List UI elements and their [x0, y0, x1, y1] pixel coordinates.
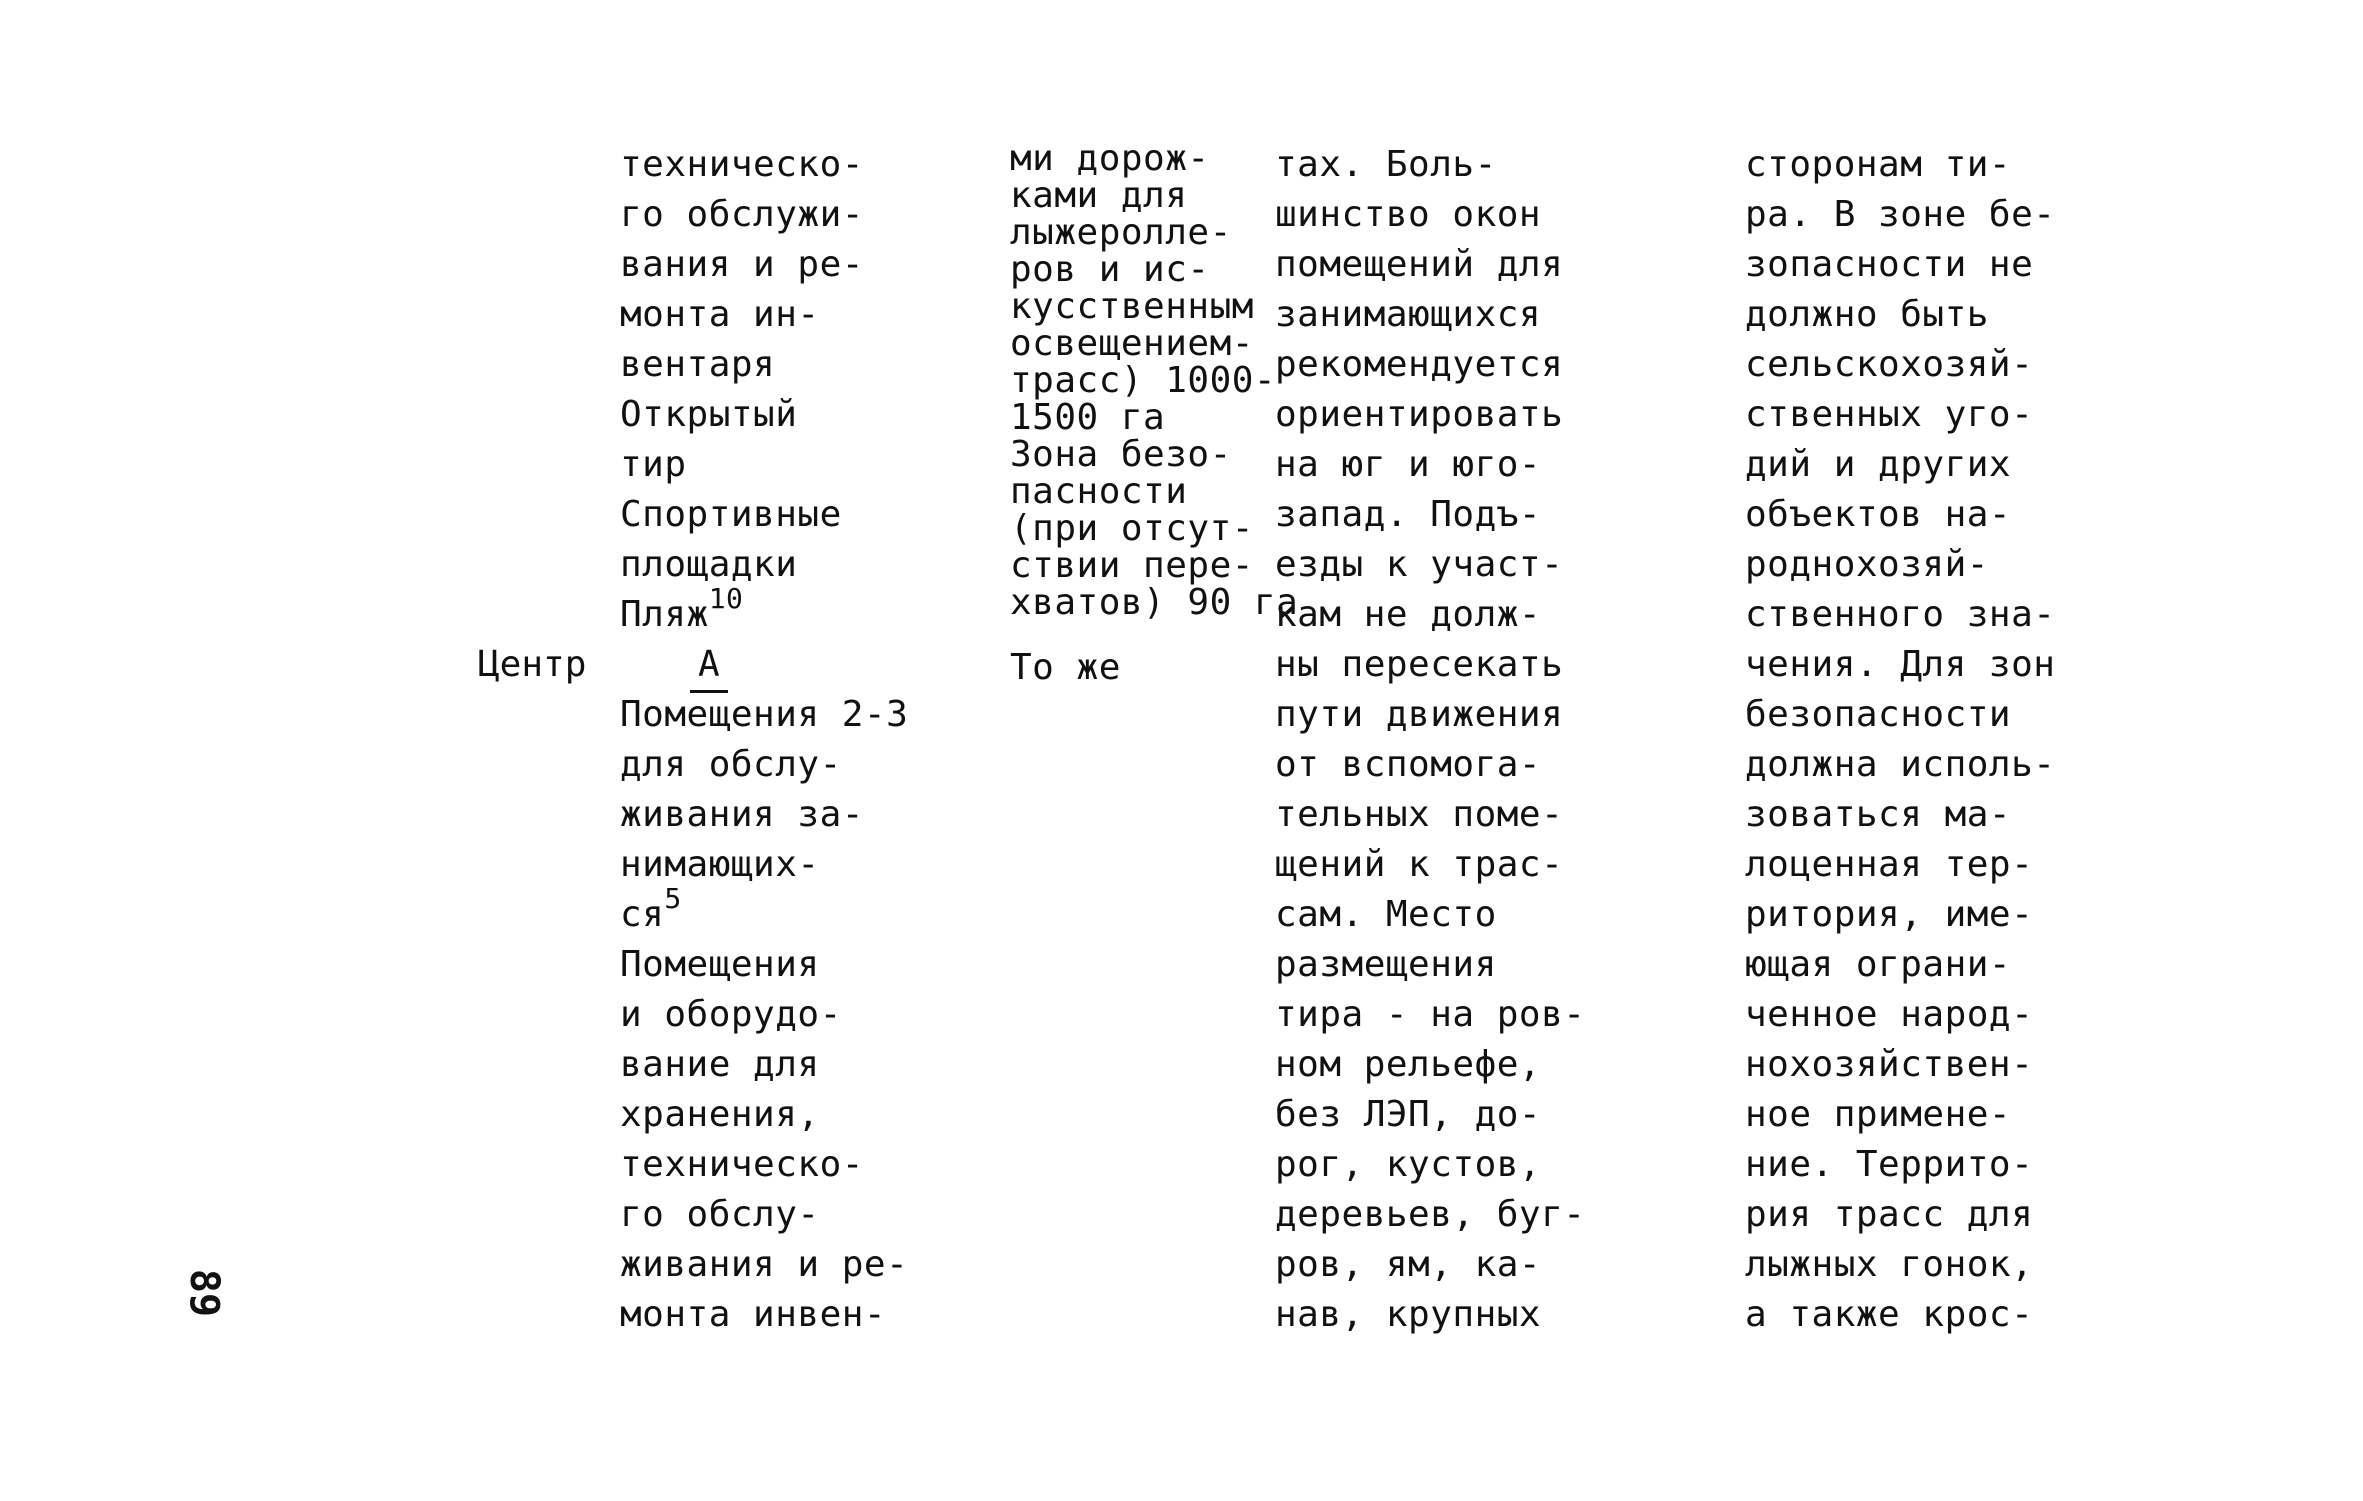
col2-line-4: ров и ис-: [1010, 249, 1210, 290]
col3-line-6: ориентировать: [1275, 394, 1564, 435]
col3-line-23: ров, ям, ка-: [1275, 1244, 1542, 1285]
col2-line-11: (при отсут-: [1010, 508, 1254, 549]
center-category-letter: А: [690, 640, 728, 693]
col2-line-13: хватов) 90 га: [1010, 582, 1299, 623]
col3-line-20: без ЛЭП, до-: [1275, 1094, 1542, 1135]
col1-bottom-a-line-4: нимающих-: [620, 844, 820, 885]
col4-line-6: ственных уго-: [1745, 394, 2034, 435]
col2-line-2: ками для: [1010, 175, 1188, 216]
col3-line-11: ны пересекать: [1275, 644, 1564, 685]
col3-line-4: занимающихся: [1275, 294, 1542, 335]
col2-line-10: пасности: [1010, 471, 1188, 512]
col4-line-12: безопасности: [1745, 694, 2012, 735]
col4-line-3: зопасности не: [1745, 244, 2034, 285]
col2-line-9: Зона безо-: [1010, 434, 1232, 475]
col4-line-19: нохозяйствен-: [1745, 1044, 2034, 1085]
col3-line-12: пути движения: [1275, 694, 1564, 735]
col3-line-16: сам. Место: [1275, 894, 1497, 935]
col4-line-10: ственного зна-: [1745, 594, 2056, 635]
col2-line-12: ствии пере-: [1010, 545, 1254, 586]
col4-line-11: чения. Для зон: [1745, 644, 2056, 685]
col2-line-1: ми дорож-: [1010, 138, 1210, 179]
col2-lines-block: [1010, 140, 1310, 621]
col4-line-7: дий и других: [1745, 444, 2012, 485]
col1-sya-sup: 5: [664, 882, 682, 915]
col3-line-22: деревьев, буг-: [1275, 1194, 1586, 1235]
page-number: 89: [181, 1268, 228, 1318]
col3-line-1: тах. Боль-: [1275, 144, 1497, 185]
col3-line-15: щений к трас-: [1275, 844, 1564, 885]
col1-bottom-a-line-3: живания за-: [620, 794, 864, 835]
col4-line-24: а также крос-: [1745, 1294, 2034, 1335]
col3-line-17: размещения: [1275, 944, 1497, 985]
col1-top-line-4: монта ин-: [620, 294, 820, 335]
col1-bottom-b-line-2: и оборудо-: [620, 994, 842, 1035]
col1-bottom-b-line-7: живания и ре-: [620, 1244, 909, 1285]
col2-line-8: 1500 га: [1010, 397, 1166, 438]
col3-line-21: рог, кустов,: [1275, 1144, 1542, 1185]
col3-line-19: ном рельефе,: [1275, 1044, 1542, 1085]
col3-line-13: от вспомога-: [1275, 744, 1542, 785]
col4-line-16: ритория, име-: [1745, 894, 2034, 935]
col1-bottom-b-line-5: техническо-: [620, 1144, 864, 1185]
col1-sya-line: [620, 882, 960, 940]
col1-top-line-7: тир: [620, 444, 687, 485]
col3-line-3: помещений для: [1275, 244, 1564, 285]
col2-line-5: кусственным: [1010, 286, 1254, 327]
col1-beach-sup: 10: [708, 582, 744, 615]
col4-line-15: лоценная тер-: [1745, 844, 2034, 885]
col3-line-7: на юг и юго-: [1275, 444, 1542, 485]
col4-line-17: ющая ограни-: [1745, 944, 2012, 985]
col3-line-24: нав, крупных: [1275, 1294, 1542, 1335]
col1-bottom-a-line-1: Помещения 2-3: [620, 694, 909, 735]
col1-top-line-8: Спортивные: [620, 494, 842, 535]
col1-top-line-9: площадки: [620, 544, 798, 585]
col4-line-18: ченное народ-: [1745, 994, 2034, 1035]
col1-top-line-6: Открытый: [620, 394, 798, 435]
col3-line-8: запад. Подъ-: [1275, 494, 1542, 535]
column-areas: [1010, 140, 1310, 693]
col1-sya-text: ся: [620, 894, 665, 935]
col3-line-14: тельных поме-: [1275, 794, 1564, 835]
col4-line-9: роднохозяй-: [1745, 544, 1989, 585]
col1-top-line-3: вания и ре-: [620, 244, 864, 285]
col2-same-as-above: То же: [1010, 647, 1121, 688]
col2-gap: [1010, 621, 1310, 643]
col4-line-21: ние. Террито-: [1745, 1144, 2034, 1185]
col1-bottom-block-a: [620, 690, 960, 890]
column-notes-a: [1275, 140, 1635, 1340]
col1-beach-line: [620, 582, 960, 640]
col3-line-10: кам не долж-: [1275, 594, 1542, 635]
col4-line-2: ра. В зоне бе-: [1745, 194, 2056, 235]
column-facilities: [620, 140, 960, 1340]
col1-bottom-a-line-2: для обслу-: [620, 744, 842, 785]
col2-line-7: трасс) 1000-: [1010, 360, 1277, 401]
column-notes-b: [1745, 140, 2125, 1340]
col1-top-line-1: техническо-: [620, 144, 864, 185]
col1-bottom-b-line-4: хранения,: [620, 1094, 820, 1135]
col3-line-18: тира - на ров-: [1275, 994, 1586, 1035]
col1-bottom-block-b: [620, 940, 960, 1340]
row-label-center: Центр: [478, 644, 587, 685]
col2-line-6: освещением-: [1010, 323, 1254, 364]
col3-line-5: рекомендуется: [1275, 344, 1564, 385]
col1-bottom-b-line-1: Помещения: [620, 944, 820, 985]
col4-line-22: рия трасс для: [1745, 1194, 2034, 1235]
col1-beach-text: Пляж: [620, 594, 709, 635]
col1-bottom-b-line-3: вание для: [620, 1044, 820, 1085]
col3-line-2: шинство окон: [1275, 194, 1542, 235]
col1-spacer: [620, 640, 960, 690]
col4-line-13: должна исполь-: [1745, 744, 2056, 785]
col4-line-5: сельскохозяй-: [1745, 344, 2034, 385]
col4-line-14: зоваться ма-: [1745, 794, 2012, 835]
col4-line-8: объектов на-: [1745, 494, 2012, 535]
col4-line-23: лыжных гонок,: [1745, 1244, 2034, 1285]
col1-top-block: [620, 140, 960, 590]
col2-line-3: лыжеролле-: [1010, 212, 1232, 253]
col4-line-1: сторонам ти-: [1745, 144, 2012, 185]
col1-bottom-b-line-6: го обслу-: [620, 1194, 820, 1235]
col3-line-9: езды к участ-: [1275, 544, 1564, 585]
col4-line-20: ное примене-: [1745, 1094, 2012, 1135]
col1-top-line-5: вентаря: [620, 344, 776, 385]
col4-line-4: должно быть: [1745, 294, 1989, 335]
col1-top-line-2: го обслужи-: [620, 194, 864, 235]
col1-bottom-b-line-8: монта инвен-: [620, 1294, 887, 1335]
